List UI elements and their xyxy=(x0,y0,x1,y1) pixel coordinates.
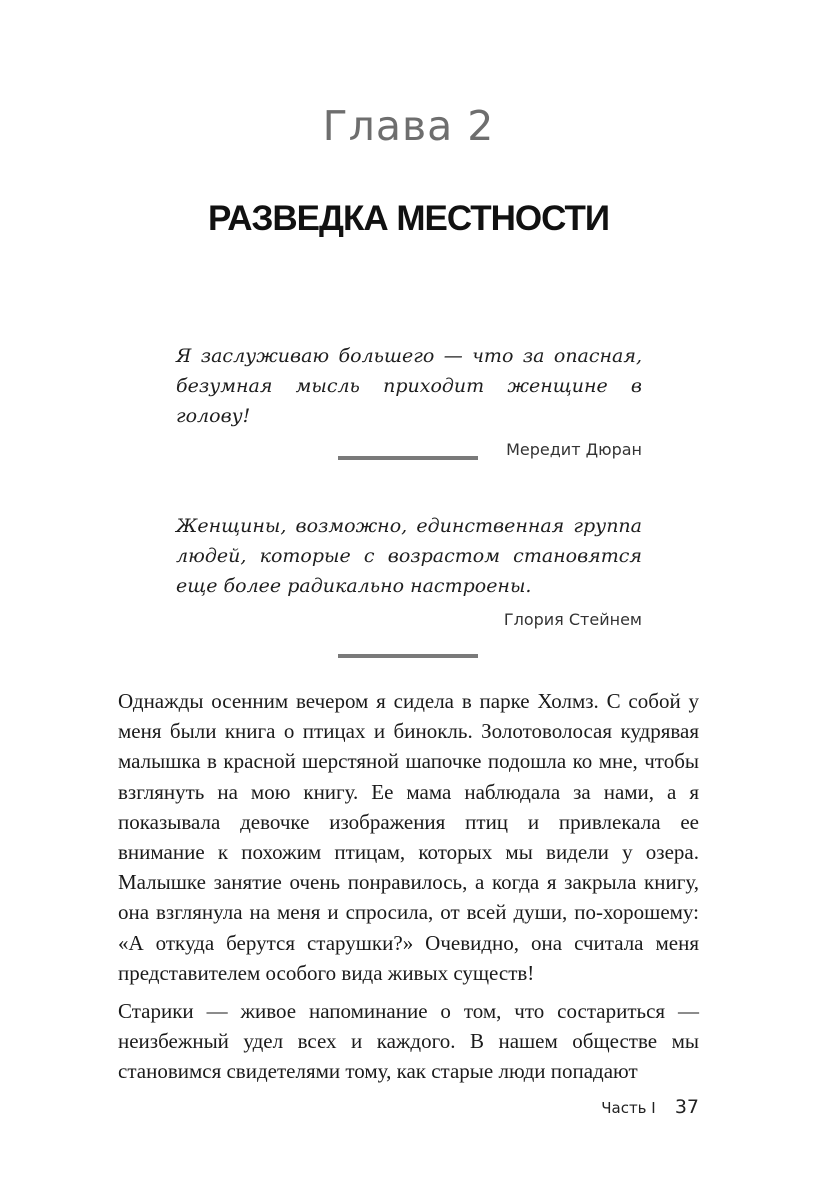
paragraph: Однажды осенним вечером я сидела в парке Холмз. С собой у меня были книга о птицах и бинокль. Золотоволосая кудрявая малышка в красной шерстяной шапочке подошла ко мне, чтобы взглянуть на мою книгу. Ее мама наблюдала за нами, а я показывала девочке изображения птиц и привлекала ее внимание к похожим птицам, которых мы видели у озера. Малышке занятие очень понравилось, а когда я закрыла книгу, она взглянула на меня и спросила, от всей души, по-хорошему: «А откуда берутся старушки?» Очевидно, она считала меня представителем особого вида живых существ! xyxy=(118,689,699,985)
chapter-title: РАЗВЕДКА МЕСТНОСТИ xyxy=(207,199,610,238)
epigraph-quote: Я заслуживаю большего — что за опасная, безумная мысль приходит женщине в голову! xyxy=(176,345,642,427)
running-footer-part: Часть I xyxy=(601,1099,656,1117)
epigraph-author: Глория Стейнем xyxy=(503,610,642,629)
chapter-number: Глава 2 xyxy=(322,102,495,150)
epigraph-quote: Женщины, возможно, единственная группа людей, которые с возрастом становятся еще более радикально настроены. xyxy=(176,515,642,597)
paragraph: Старики — живое напоминание о том, что состариться — неизбежный удел всех и каждого. В нашем обществе мы становимся свидетелями тому, как старые люди попадают xyxy=(118,999,699,1084)
epigraph-2 xyxy=(176,511,642,631)
epigraph-divider xyxy=(338,654,478,658)
epigraph-divider xyxy=(338,456,478,460)
epigraph-author: Мередит Дюран xyxy=(506,440,642,459)
page-number: 37 xyxy=(674,1096,699,1118)
page-footer xyxy=(601,1096,699,1118)
body-text xyxy=(118,686,699,1087)
epigraph-1 xyxy=(176,341,642,461)
